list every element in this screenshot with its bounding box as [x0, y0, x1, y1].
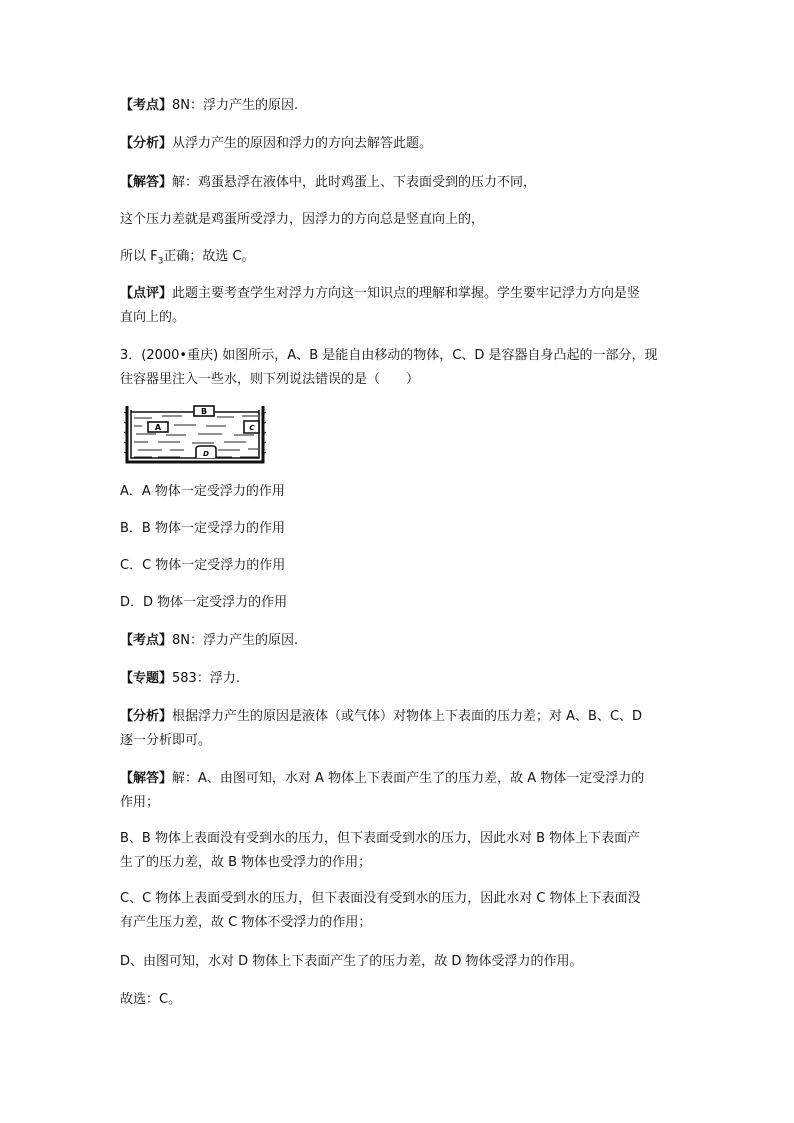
q2-dianping-line1 [120, 284, 690, 304]
q3-jieda-line7: D、由图可知，水对 D 物体上下表面产生了的压力差，故 D 物体受浮力的作用。 [120, 954, 583, 969]
q3-jieda-line1 [120, 769, 690, 789]
jieda-line3-sub: 3 [157, 256, 164, 267]
q2-jieda-line3 [120, 247, 690, 267]
q3-jieda-line6: 有产生压力差，故 C 物体不受浮力的作用； [120, 915, 372, 930]
q2-kaodian [120, 96, 690, 116]
q3-jieda-label: 【解答】 [120, 771, 173, 786]
container-figure [122, 404, 268, 466]
q3-kaodian [120, 631, 690, 651]
q3-stem-line1: 3．(2000•重庆) 如图所示，A、B 是能自由移动的物体，C、D 是容器自身凸起的一部分，现 [120, 348, 658, 363]
q3-zhuanti-text: 583：浮力. [172, 671, 240, 686]
q3-option-b: B．B 物体一定受浮力的作用 [120, 521, 285, 536]
q3-jieda-line5: C、C 物体上表面受到水的压力，但下表面没有受到水的压力，因此水对 C 物体上下表面没 [120, 891, 641, 906]
jieda-text: 解：鸡蛋悬浮在液体中，此时鸡蛋上、下表面受到的压力不同， [172, 175, 537, 190]
dianping-label: 【点评】 [120, 286, 173, 301]
q3-option-d: D．D 物体一定受浮力的作用 [120, 595, 288, 610]
q3-fenxi-line1 [120, 707, 690, 727]
fenxi-label: 【分析】 [120, 136, 173, 151]
q3-jieda-line4: 生了的压力差，故 B 物体也受浮力的作用； [120, 855, 372, 870]
q3-zhuanti-label: 【专题】 [120, 671, 173, 686]
q3-option-a: A．A 物体一定受浮力的作用 [120, 484, 285, 499]
q3-jieda-text: 解：A、由图可知，水对 A 物体上下表面产生了的压力差，故 A 物体一定受浮力的 [172, 771, 645, 786]
q2-jieda-line2: 这个压力差就是鸡蛋所受浮力，因浮力的方向总是竖直向上的， [120, 212, 485, 227]
q2-dianping-line2: 直向上的。 [120, 310, 186, 325]
object-b-label: B [200, 407, 208, 416]
fenxi-text: 从浮力产生的原因和浮力的方向去解答此题。 [172, 136, 433, 151]
q3-option-c: C．C 物体一定受浮力的作用 [120, 558, 286, 573]
q3-fenxi-text: 根据浮力产生的原因是液体（或气体）对物体上下表面的压力差；对 A、B、C、D [172, 709, 643, 724]
q3-zhuanti [120, 669, 690, 689]
q3-stem-line2: 往容器里注入一些水，则下列说法错误的是（ ） [120, 372, 420, 387]
q2-jieda-line1 [120, 173, 690, 193]
protrusion-c-label: C [249, 424, 255, 432]
kaodian-label: 【考点】 [120, 98, 173, 113]
q3-fenxi-label: 【分析】 [120, 709, 173, 724]
q3-jieda-line8: 故选：C。 [120, 992, 182, 1007]
jieda-line3-pre: 所以 F [120, 249, 158, 264]
q3-kaodian-text: 8N：浮力产生的原因. [172, 633, 299, 648]
q3-jieda-line3: B、B 物体上表面没有受到水的压力，但下表面受到水的压力，因此水对 B 物体上下表面产 [120, 831, 641, 846]
kaodian-text: 8N：浮力产生的原因. [172, 98, 299, 113]
q3-jieda-line2: 作用； [120, 795, 160, 810]
q3-fenxi-line2: 逐一分析即可。 [120, 733, 212, 748]
dianping-text: 此题主要考查学生对浮力方向这一知识点的理解和掌握。学生要牢记浮力方向是竖 [172, 286, 641, 301]
protrusion-d-label: D [203, 450, 209, 458]
object-a-label: A [154, 423, 162, 432]
q3-kaodian-label: 【考点】 [120, 633, 173, 648]
q2-fenxi [120, 134, 690, 154]
jieda-line3-post: 正确；故选 C。 [163, 249, 255, 264]
jieda-label: 【解答】 [120, 175, 173, 190]
